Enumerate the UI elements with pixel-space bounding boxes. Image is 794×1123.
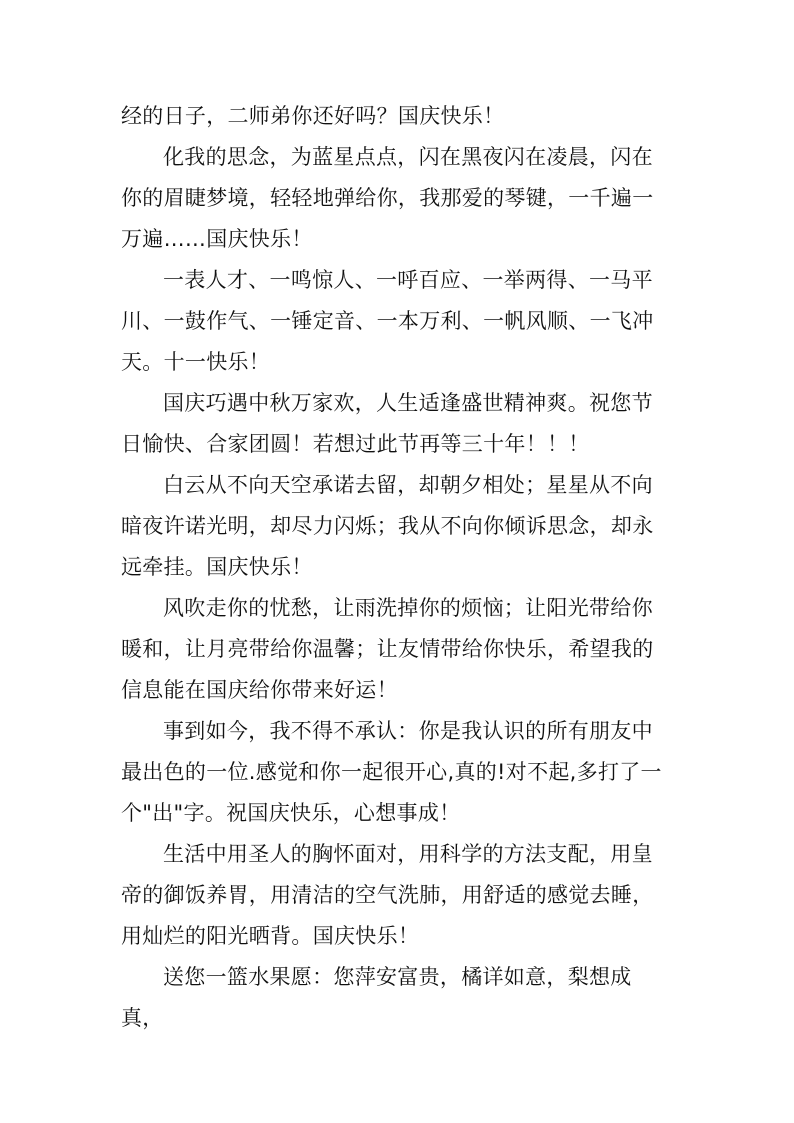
paragraph: 生活中用圣人的胸怀面对，用科学的方法支配，用皇帝的御饭养胃，用清洁的空气洗肺，用舒适的感觉去睡，用灿烂的阳光晒背。国庆快乐！ (121, 842, 654, 948)
paragraph: 一表人才、一鸣惊人、一呼百应、一举两得、一马平川、一鼓作气、一锤定音、一本万利、一帆风顺、一飞冲天。十一快乐！ (121, 268, 654, 374)
paragraph: 风吹走你的忧愁，让雨洗掉你的烦恼；让阳光带给你暖和，让月亮带给你温馨；让友情带给你快乐，希望我的信息能在国庆给你带来好运！ (121, 596, 654, 702)
paragraph: 白云从不向天空承诺去留，却朝夕相处；星星从不向暗夜许诺光明，却尽力闪烁；我从不向你倾诉思念，却永远牵挂。国庆快乐！ (121, 473, 654, 579)
paragraph: 事到如今，我不得不承认：你是我认识的所有朋友中最出色的一位.感觉和你一起很开心,真的!对不起,多打了一个"出"字。祝国庆快乐，心想事成！ (121, 719, 662, 825)
document-body (121, 96, 673, 1039)
paragraph: 国庆巧遇中秋万家欢，人生适逢盛世精神爽。祝您节日愉快、合家团圆！若想过此节再等三十年！！！ (121, 391, 653, 456)
paragraph: 送您一篮水果愿：您萍安富贵，橘详如意，梨想成真， (121, 965, 632, 1030)
paragraph-continued: 经的日子，二师弟你还好吗？国庆快乐！ (121, 104, 505, 128)
paragraph: 化我的思念，为蓝星点点，闪在黑夜闪在凌晨，闪在你的眉睫梦境，轻轻地弹给你，我那爱的琴键，一千遍一万遍……国庆快乐！ (121, 145, 654, 251)
